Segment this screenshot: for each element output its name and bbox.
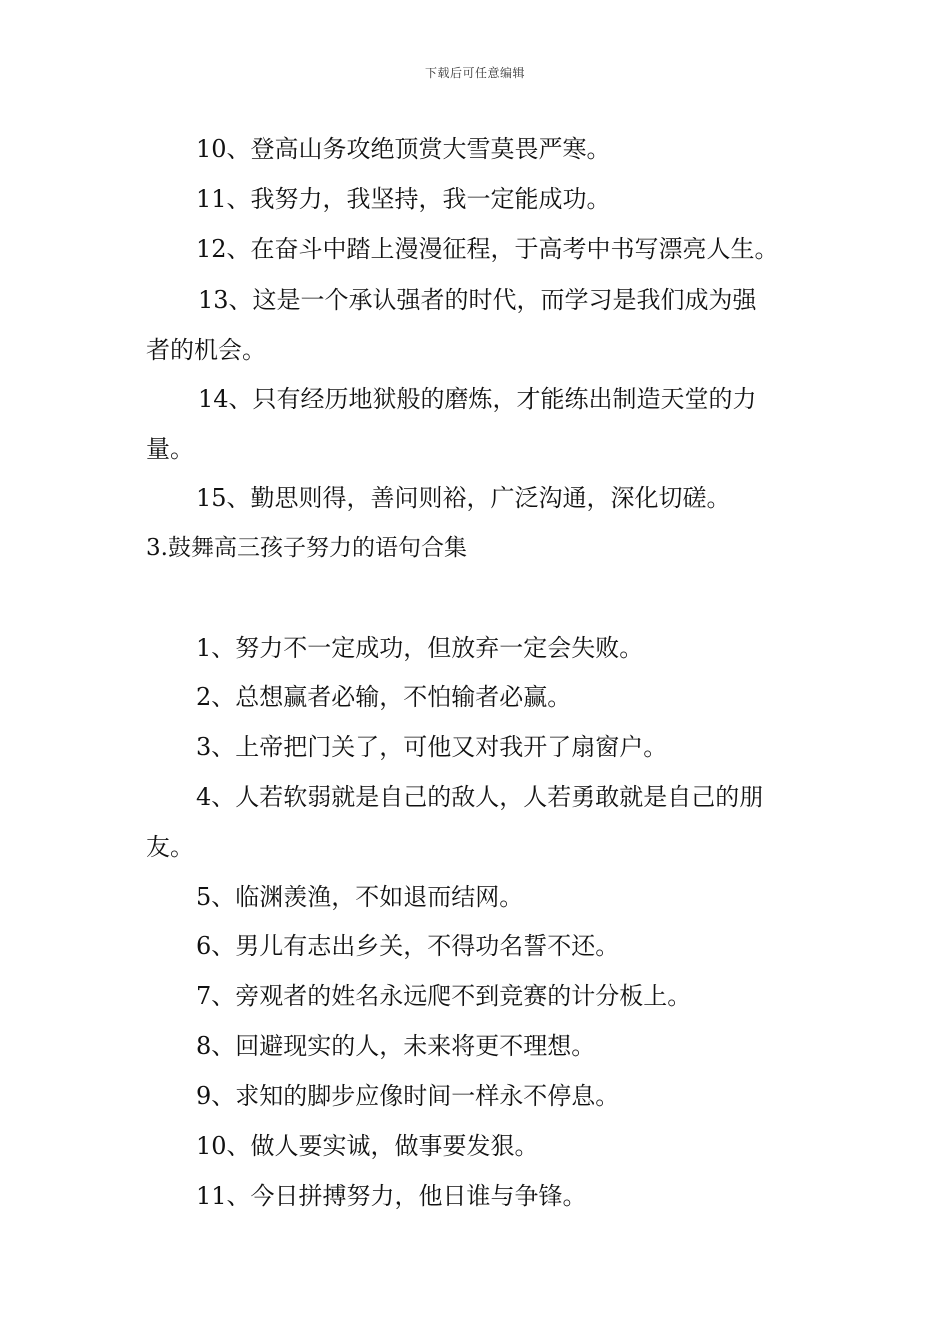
list-item: 11、今日拼搏努力，他日谁与争锋。 — [196, 1182, 587, 1210]
list-item: 11、我努力，我坚持，我一定能成功。 — [196, 185, 611, 213]
list-item: 7、旁观者的姓名永远爬不到竞赛的计分板上。 — [196, 982, 692, 1010]
section-heading: 3.鼓舞高三孩子努力的语句合集 — [146, 535, 467, 561]
list-item: 12、在奋斗中踏上漫漫征程，于高考中书写漂亮人生。 — [196, 235, 779, 263]
list-item: 10、登高山务攻绝顶赏大雪莫畏严寒。 — [196, 135, 611, 163]
list-item: 13、这是一个承认强者的时代，而学习是我们成为强 — [198, 286, 757, 314]
list-item-continuation: 友。 — [146, 833, 194, 861]
list-item: 6、男儿有志出乡关，不得功名誓不还。 — [196, 932, 620, 960]
list-item: 1、努力不一定成功，但放弃一定会失败。 — [196, 634, 644, 662]
list-item: 10、做人要实诚，做事要发狠。 — [196, 1132, 539, 1160]
list-item: 5、临渊羡渔，不如退而结网。 — [196, 883, 524, 911]
list-item: 14、只有经历地狱般的磨炼，才能练出制造天堂的力 — [198, 385, 757, 413]
list-item: 8、回避现实的人，未来将更不理想。 — [196, 1032, 596, 1060]
list-item-continuation: 者的机会。 — [146, 336, 266, 364]
list-item: 2、总想赢者必输，不怕输者必赢。 — [196, 683, 572, 711]
list-item-continuation: 量。 — [146, 435, 194, 463]
page-header: 下载后可任意编辑 — [424, 66, 525, 80]
list-item: 15、勤思则得，善问则裕，广泛沟通，深化切磋。 — [196, 484, 731, 512]
list-item: 9、求知的脚步应像时间一样永不停息。 — [196, 1082, 620, 1110]
list-item: 3、上帝把门关了，可他又对我开了扇窗户。 — [196, 733, 668, 761]
list-item: 4、人若软弱就是自己的敌人，人若勇敢就是自己的朋 — [196, 783, 764, 811]
